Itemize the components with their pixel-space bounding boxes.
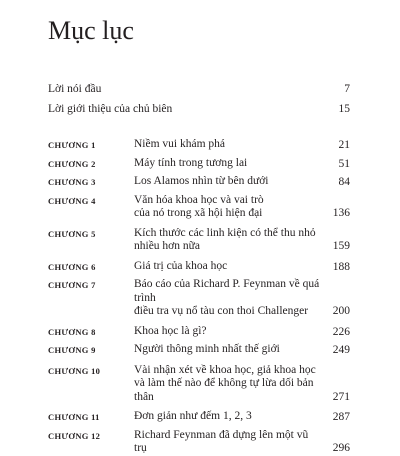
chapter-page-number: 271 [332, 390, 350, 403]
chapter-number: CHƯƠNG 4 [48, 195, 96, 206]
toc-entry-editor-intro[interactable] [48, 102, 350, 122]
chapter-number: CHƯƠNG 7 [48, 280, 96, 290]
toc-entry-preface[interactable] [48, 82, 350, 102]
chapter-title-line: Máy tính trong tương lai [134, 156, 248, 169]
page-title: Mục lục [48, 16, 134, 45]
toc-chapter-row[interactable] [48, 175, 350, 190]
toc-chapter-row[interactable] [48, 194, 350, 221]
chapter-page-number: 51 [338, 157, 350, 170]
chapter-page-number: 296 [332, 442, 350, 454]
chapter-page-number: 226 [332, 325, 350, 338]
toc-chapter-row[interactable] [48, 429, 350, 456]
chapter-title-line: nhiều hơn nữa [134, 240, 200, 252]
chapter-title [134, 429, 320, 456]
chapter-title-line: Richard Feynman đã dựng lên một vũ trụ [134, 428, 309, 454]
chapter-title-line: Kích thước các linh kiện có thể thu nhỏ [134, 226, 316, 239]
chapter-title [134, 364, 320, 405]
front-matter-list [48, 82, 350, 122]
chapter-title [134, 194, 320, 221]
chapter-title [134, 260, 320, 274]
toc-entry-page: 15 [338, 103, 350, 115]
chapter-number: CHƯƠNG 10 [48, 365, 101, 376]
chapter-title-line: điều tra vụ nổ tàu con thoi Challenger [134, 305, 309, 317]
chapter-number: CHƯƠNG 1 [48, 140, 96, 150]
chapter-number: CHƯƠNG 11 [48, 412, 100, 422]
toc-chapter-row[interactable] [48, 138, 350, 153]
chapter-number: CHƯƠNG 9 [48, 345, 96, 355]
chapter-page-number: 136 [332, 207, 350, 219]
toc-chapter-row[interactable] [48, 227, 350, 254]
chapter-number: CHƯƠNG 5 [48, 228, 96, 239]
chapter-title-line: Văn hóa khoa học và vai trò [134, 193, 264, 206]
chapter-title-line: Đơn giản như đếm 1, 2, 3 [134, 410, 252, 422]
toc-chapter-row[interactable] [48, 157, 350, 172]
chapter-title-line: Giá trị của khoa học [134, 259, 228, 272]
chapter-title [134, 343, 320, 357]
toc-chapter-row[interactable] [48, 325, 350, 340]
chapter-title [134, 227, 320, 254]
chapter-title-line: Vài nhận xét về khoa học, giả khoa học [134, 363, 316, 376]
chapter-number: CHƯƠNG 8 [48, 326, 96, 337]
toc-entry-label: Lời giới thiệu của chủ biên [48, 103, 173, 115]
toc-chapter-row[interactable] [48, 364, 350, 405]
chapter-number: CHƯƠNG 2 [48, 158, 96, 169]
toc-chapter-row[interactable] [48, 410, 350, 425]
chapter-title [134, 175, 320, 189]
toc-chapter-row[interactable] [48, 278, 350, 319]
chapter-title [134, 410, 320, 424]
chapter-page-number: 249 [332, 344, 350, 356]
chapter-title [134, 278, 320, 319]
toc-entry-label: Lời nói đầu [48, 83, 102, 95]
chapter-number: CHƯƠNG 6 [48, 261, 96, 272]
chapter-title-line: Báo cáo của Richard P. Feynman về quá trình [134, 278, 320, 304]
chapter-number: CHƯƠNG 12 [48, 430, 101, 441]
chapter-title [134, 325, 320, 339]
chapter-page-number: 84 [338, 176, 350, 188]
chapter-title [134, 157, 320, 171]
chapter-title-line: Los Alamos nhìn từ bên dưới [134, 175, 269, 187]
chapter-page-number: 21 [338, 139, 350, 151]
chapter-title-line: Khoa học là gì? [134, 324, 207, 337]
chapter-page-number: 200 [332, 305, 350, 317]
chapter-title-line: Niềm vui khám phá [134, 138, 226, 150]
chapter-title-line: và làm thế nào để không tự lừa dối bản thân [134, 377, 314, 403]
chapter-page-number: 287 [332, 411, 350, 423]
chapter-title-line: của nó trong xã hội hiện đại [134, 207, 263, 219]
chapter-page-number: 188 [332, 260, 350, 273]
toc-entry-page: 7 [344, 83, 350, 95]
toc-chapter-row[interactable] [48, 260, 350, 275]
chapter-list [48, 138, 350, 456]
chapter-title-line: Người thông minh nhất thế giới [134, 343, 280, 355]
chapter-page-number: 159 [332, 240, 350, 252]
chapter-title [134, 138, 320, 152]
chapter-number: CHƯƠNG 3 [48, 177, 96, 187]
toc-chapter-row[interactable] [48, 343, 350, 358]
